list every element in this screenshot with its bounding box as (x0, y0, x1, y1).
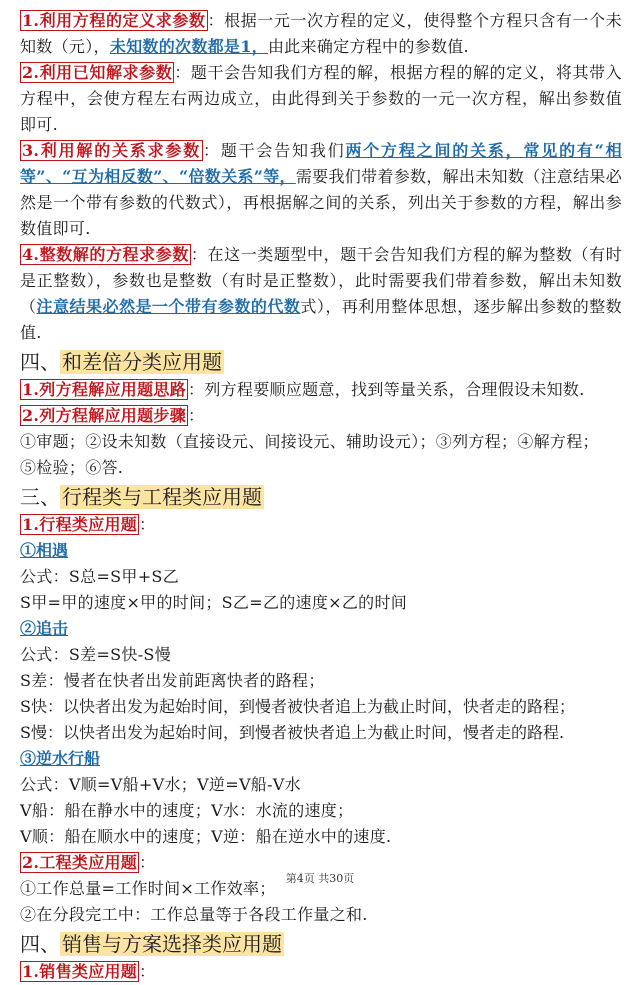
formula-line: 公式：S总=S甲+S乙 (20, 567, 179, 586)
label-approach: 1.列方程解应用题思路 (22, 380, 187, 399)
label-known-solution: 2.利用已知解求参数 (22, 63, 173, 82)
text-line: ②在分段完工中：工作总量等于各段工作量之和. (20, 905, 368, 924)
text: ： (139, 515, 156, 534)
highlight-text: 未知数的次数都是1， (109, 37, 268, 56)
label-work: 2.工程类应用题 (22, 853, 138, 872)
line-approach (20, 377, 622, 403)
subheading-meeting: ①相遇 (20, 541, 69, 560)
text-line: V顺：船在顺水中的速度；V逆：船在逆水中的速度. (20, 827, 392, 846)
text: ： (139, 962, 156, 981)
text-line: S慢：以快者出发为起始时间，到慢者被快者追上为截止时间，慢者走的路程. (20, 723, 565, 742)
paragraph-known-solution (20, 60, 622, 138)
label-solution-relation: 3.利用解的关系求参数 (22, 141, 202, 160)
section-title: 销售与方案选择类应用题 (62, 932, 282, 956)
text: ：题干会告知我们方程的解，根据方程的解的定义，将其带入方程中，会使方程左右两边成立，由此得到关于参数的一元一次方程，解出参数值即可. (20, 63, 622, 134)
document-page (20, 8, 622, 985)
text: 式），再利用整体思想，逐步解出参数的整数值. (20, 297, 622, 342)
text: ： (139, 853, 156, 872)
text: ：根据一元一次方程的定义，使得整个方程只含有一个未知数（元）， (20, 11, 622, 56)
highlight-text: 注意结果必然是一个带有参数的代数 (36, 297, 301, 316)
steps-list-2: ⑤检验；⑥答. (20, 458, 124, 477)
line-travel (20, 512, 622, 538)
text: 由此来确定方程中的参数值. (267, 37, 469, 56)
label-integer-solution: 4.整数解的方程求参数 (22, 245, 189, 264)
subheading-boat: ③逆水行船 (20, 749, 101, 768)
section-number: 四、 (20, 350, 60, 374)
section-heading-sum-difference (20, 347, 622, 377)
label-sales: 1.销售类应用题 (22, 962, 138, 981)
text: 需要我们带着参数，解出未知数（注意结果必然是一个带有参数的代数式），再根据解之间的关系，列出关于参数的方程，解出参数值即可. (20, 167, 622, 238)
page-footer: 第4页 共30页 (285, 872, 355, 885)
text-line: V船：船在静水中的速度；V水：水流的速度； (20, 801, 354, 820)
text: ：列方程要顺应题意，找到等量关系，合理假设未知数. (188, 380, 585, 399)
section-title: 行程类与工程类应用题 (62, 485, 262, 509)
section-heading-sales (20, 929, 622, 959)
paragraph-definition (20, 8, 622, 60)
text-line: S甲=甲的速度×甲的时间；S乙=乙的速度×乙的时间 (20, 593, 408, 612)
section-number: 四、 (20, 932, 60, 956)
text-line: ①工作总量=工作时间×工作效率； (20, 879, 276, 898)
section-heading-travel-work (20, 482, 622, 512)
formula-line: 公式：V顺=V船+V水；V逆=V船-V水 (20, 775, 301, 794)
line-sales (20, 959, 622, 985)
text-line: S快：以快者出发为起始时间，到慢者被快者追上为截止时间，快者走的路程； (20, 697, 575, 716)
formula-line: 公式：S差=S快-S慢 (20, 645, 171, 664)
steps-list-1: ①审题；②设未知数（直接设元、间接设元、辅助设元）；③列方程；④解方程； (20, 432, 599, 451)
label-steps: 2.列方程解应用题步骤 (22, 406, 187, 425)
label-travel: 1.行程类应用题 (22, 515, 138, 534)
text-line: S差：慢者在快者出发前距离快者的路程； (20, 671, 325, 690)
text: ：题干会告知我们 (203, 141, 346, 160)
subheading-pursuit: ②追击 (20, 619, 69, 638)
text: ： (188, 406, 205, 425)
section-title: 和差倍分类应用题 (62, 350, 222, 374)
label-definition: 1.利用方程的定义求参数 (22, 11, 206, 30)
paragraph-solution-relation (20, 138, 622, 242)
highlight-text: 两个方程之间的关系，常见的有“相等”、“互为相反数”、“倍数关系”等， (20, 141, 622, 186)
line-steps (20, 403, 622, 429)
paragraph-integer-solution (20, 242, 622, 346)
text: ：在这一类题型中，题干会告知我们方程的解为整数（有时是正整数），参数也是整数（有时是正整数），此时需要我们带着参数，解出未知数（ (20, 245, 622, 316)
section-number: 三、 (20, 485, 60, 509)
